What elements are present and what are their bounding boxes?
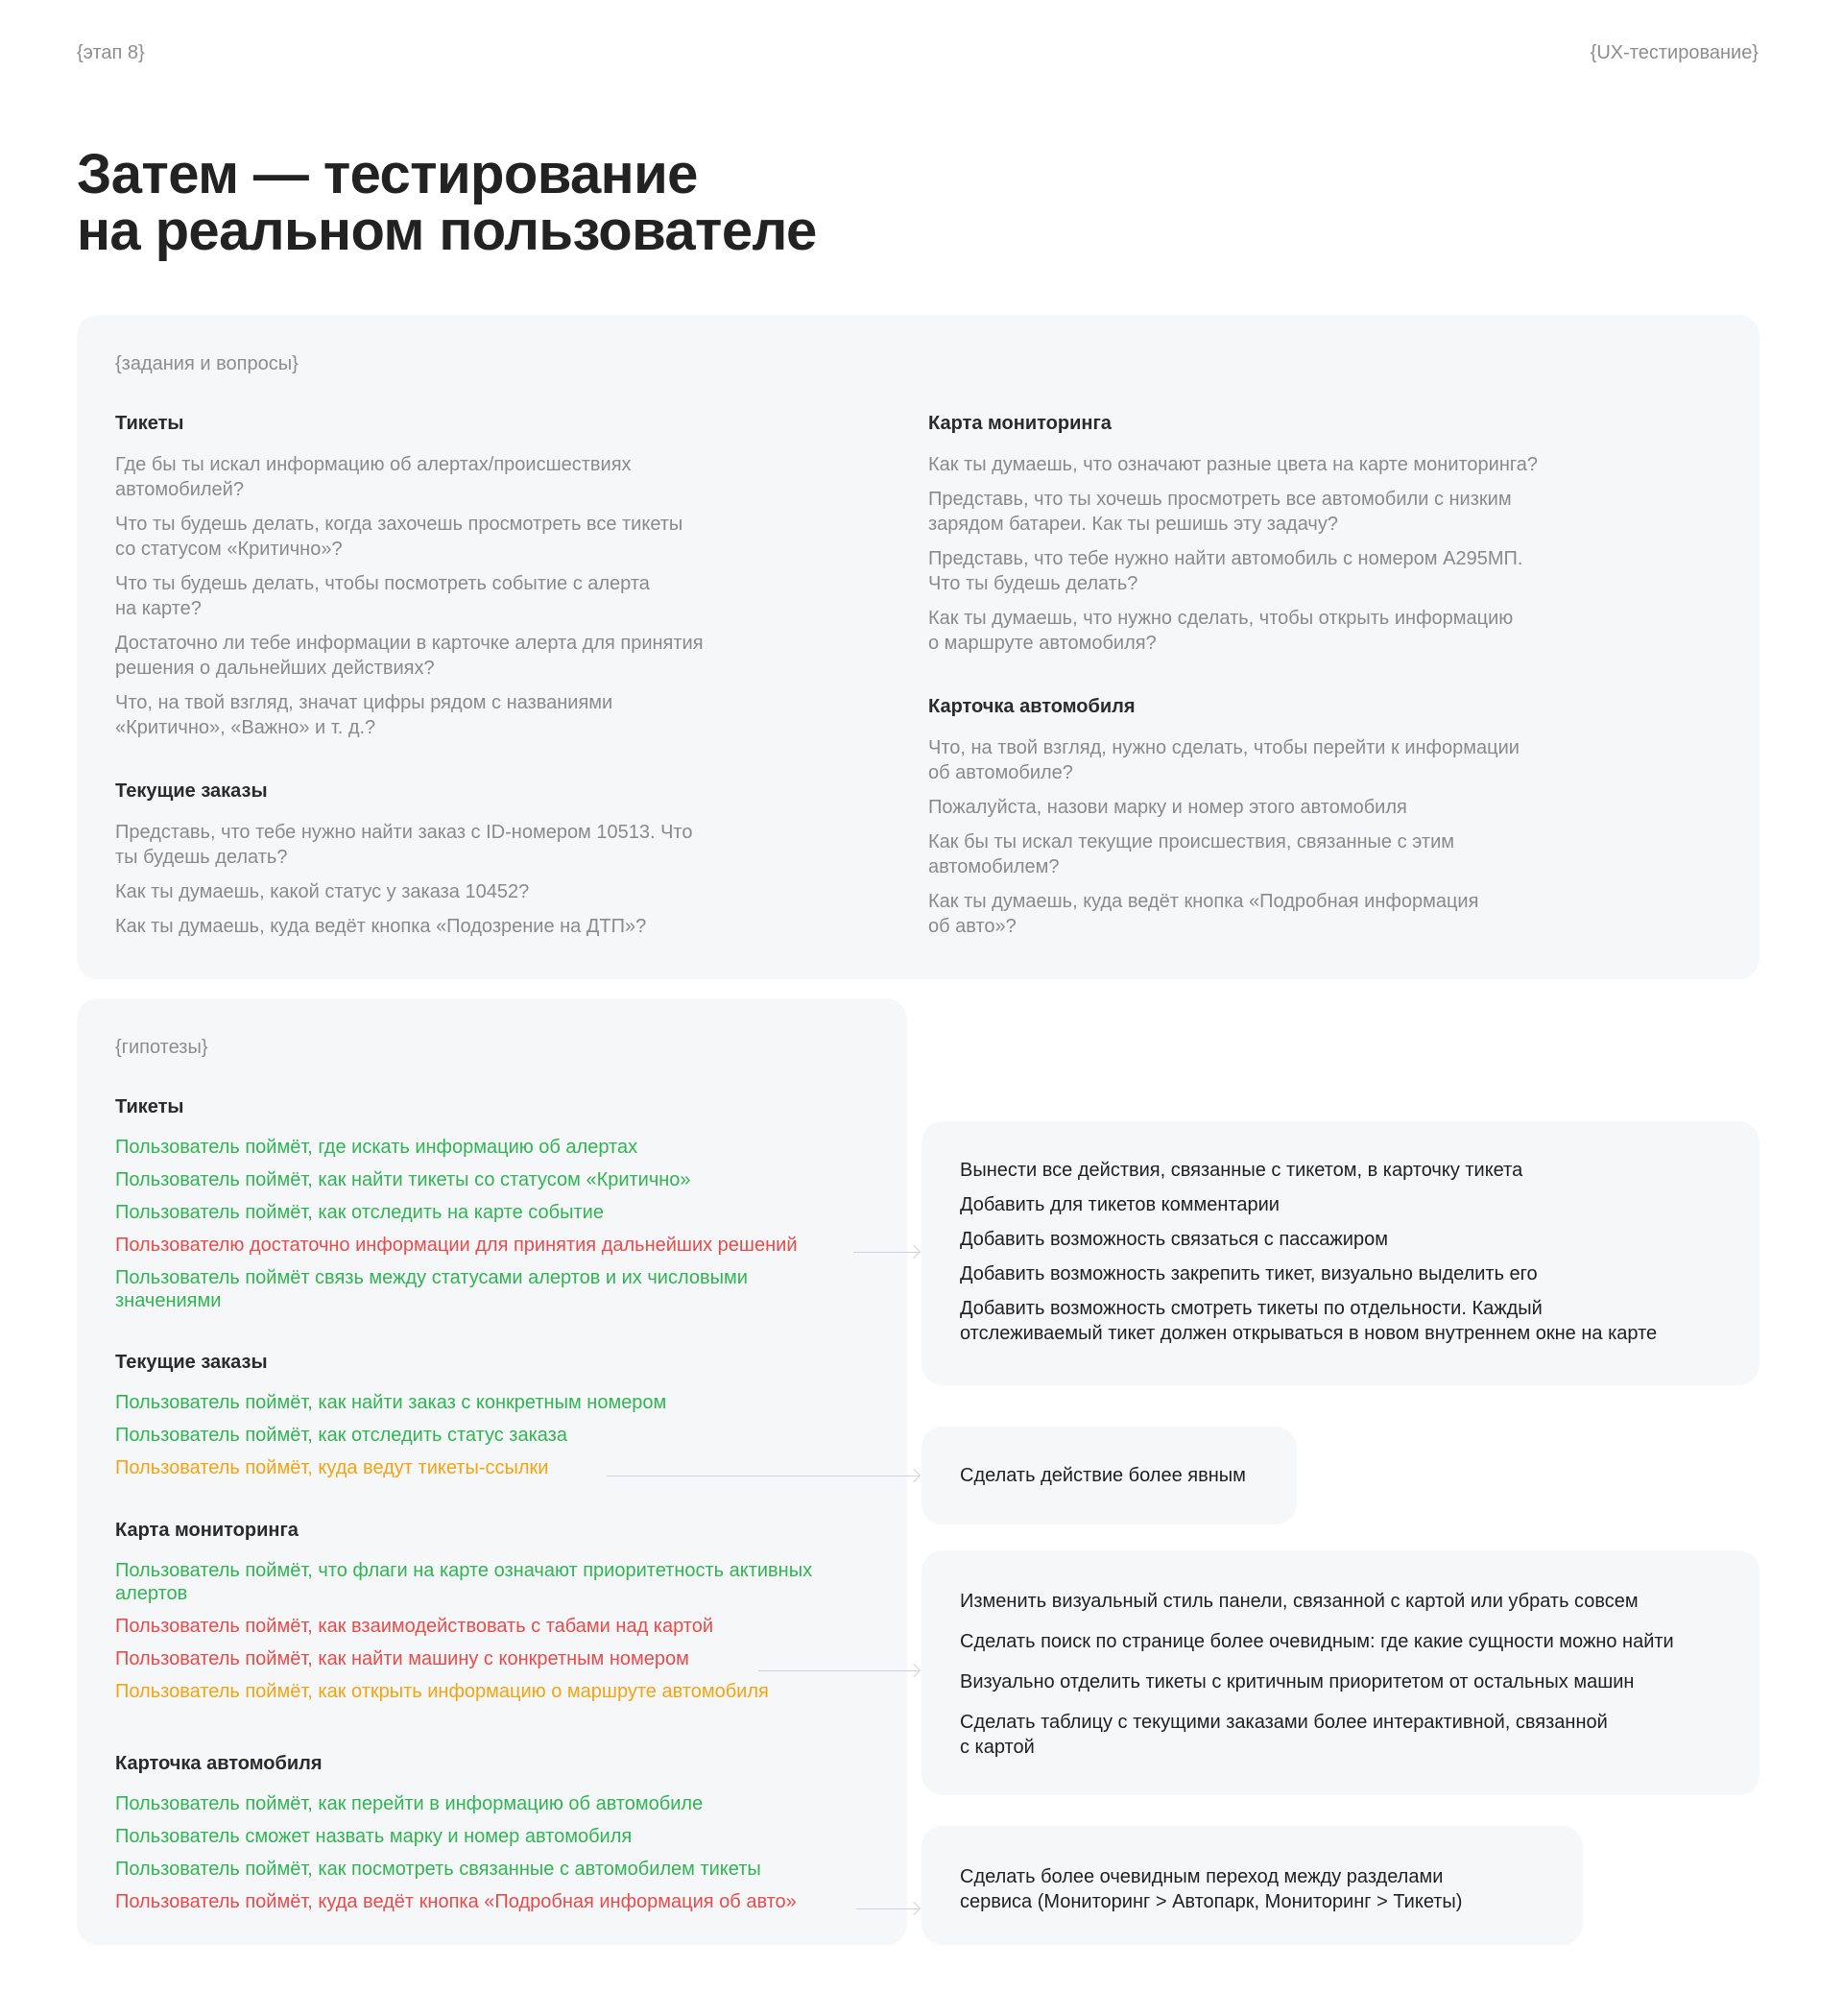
stage-tag: {этап 8} [77,42,145,63]
hypothesis-item: Пользователь поймёт, где искать информацию об алертах [115,1137,638,1158]
hypothesis-item: Пользователь поймёт, что флаги на карте означают приоритетность активных алертов [115,1560,813,1604]
improvement-item: Добавить возможность связаться с пассажиром [960,1229,1388,1250]
improvement-item: Визуально отделить тикеты с критичным приоритетом от остальных машин [960,1671,1635,1692]
improvements-list [960,1589,1747,1760]
page-title-line: на реальном пользователе [77,200,817,262]
hypothesis-item: Пользователь поймёт связь между статусами алертов и их числовыми значениями [115,1267,748,1311]
hypotheses-section-heading: Текущие заказы [115,1352,268,1373]
hypothesis-item: Пользователь сможет назвать марку и номер автомобиля [115,1826,633,1847]
question-item: Как ты думаешь, что означают разные цвета на карте мониторинга? [928,454,1538,475]
hypotheses-section-heading: Карточка автомобиля [115,1753,323,1774]
question-item: Что, на твой взгляд, значат цифры рядом с названиями «Критично», «Важно» и т. д.? [115,692,613,738]
tasks-tickets-group [115,413,845,750]
connector-arrow-icon [856,1908,919,1909]
hypothesis-item: Пользователь поймёт, как открыть информацию о маршруте автомобиля [115,1681,769,1702]
question-item: Как ты думаешь, что нужно сделать, чтобы открыть информацию о маршруте автомобиля? [928,608,1514,654]
improvement-item: Добавить возможность смотреть тикеты по отдельности. Каждый отслеживаемый тикет должен открываться в новом внутреннем окне на карте [960,1298,1658,1344]
tasks-card [77,315,1759,979]
hypotheses-card-label: {гипотезы} [115,1037,208,1058]
improvements-card-car [922,1826,1583,1945]
hypothesis-item: Пользователь поймёт, куда ведут тикеты-ссылки [115,1457,549,1478]
improvements-list [960,1463,1246,1488]
hypotheses-map-group [115,1520,902,1713]
tasks-map-group [928,413,1715,665]
improvement-item: Вынести все действия, связанные с тикетом, в карточку тикета [960,1160,1523,1181]
hypothesis-item: Пользователь поймёт, как перейти в информацию об автомобиле [115,1793,704,1814]
question-item: Пожалуйста, назови марку и номер этого автомобиля [928,797,1407,818]
connector-arrow-icon [758,1670,919,1671]
question-item: Как ты думаешь, какой статус у заказа 10452? [115,881,530,902]
hypotheses-section-heading: Карта мониторинга [115,1520,299,1541]
page-title [77,143,817,262]
question-item: Представь, что ты хочешь просмотреть все автомобили с низким зарядом батареи. Как ты решишь эту задачу? [928,489,1512,535]
question-item: Представь, что тебе нужно найти заказ с ID-номером 10513. Что ты будешь делать? [115,822,693,868]
tasks-car-card-heading: Карточка автомобиля [928,696,1136,717]
improvement-item: Сделать поиск по странице более очевидным: где какие сущности можно найти [960,1631,1674,1652]
improvement-item: Добавить возможность закрепить тикет, визуально выделить его [960,1263,1538,1284]
hypotheses-car-card-group [115,1753,902,1923]
question-item: Что ты будешь делать, чтобы посмотреть событие с алерта на карте? [115,573,650,619]
question-item: Достаточно ли тебе информации в карточке алерта для принятия решения о дальнейших действиях? [115,633,704,679]
hypothesis-item: Пользователь поймёт, как посмотреть связанные с автомобилем тикеты [115,1859,761,1880]
improvement-item: Сделать более очевидным переход между разделами сервиса (Мониторинг > Автопарк, Мониторинг > Тикеты) [960,1866,1463,1912]
question-item: Как бы ты искал текущие происшествия, связанные с этим автомобилем? [928,831,1454,877]
hypothesis-item: Пользователь поймёт, куда ведёт кнопка «Подробная информация об авто» [115,1891,797,1912]
improvement-item: Сделать таблицу с текущими заказами более интерактивной, связанной с картой [960,1712,1608,1758]
connector-arrow-icon [853,1252,919,1253]
question-item: Как ты думаешь, куда ведёт кнопка «Подозрение на ДТП»? [115,916,647,937]
hypothesis-item: Пользователь поймёт, как найти тикеты со статусом «Критично» [115,1169,691,1190]
page-title-line: Затем — тестирование [77,143,698,205]
hypotheses-card [77,998,907,1945]
tasks-map-heading: Карта мониторинга [928,413,1112,434]
question-item: Что ты будешь делать, когда захочешь просмотреть все тикеты со статусом «Критично»? [115,514,683,560]
tasks-tickets-heading: Тикеты [115,413,184,434]
hypothesis-item: Пользователю достаточно информации для принятия дальнейших решений [115,1235,798,1256]
hypotheses-section-heading: Тикеты [115,1096,184,1117]
hypothesis-item: Пользователь поймёт, как взаимодействовать с табами над картой [115,1616,714,1637]
improvements-card-tickets [922,1121,1759,1385]
tasks-orders-group [115,780,845,948]
improvements-list [960,1864,1462,1914]
question-item: Представь, что тебе нужно найти автомобиль с номером А295МП. Что ты будешь делать? [928,548,1523,594]
improvement-item: Изменить визуальный стиль панели, связанной с картой или убрать совсем [960,1591,1639,1612]
improvement-item: Сделать действие более явным [960,1465,1246,1486]
improvement-item: Добавить для тикетов комментарии [960,1194,1280,1215]
hypothesis-item: Пользователь поймёт, как отследить статус заказа [115,1425,567,1446]
tasks-orders-heading: Текущие заказы [115,780,268,802]
improvements-card-map [922,1550,1759,1795]
hypothesis-item: Пользователь поймёт, как найти заказ с конкретным номером [115,1392,667,1413]
question-item: Где бы ты искал информацию об алертах/происшествиях автомобилей? [115,454,632,500]
hypothesis-item: Пользователь поймёт, как найти машину с конкретным номером [115,1648,689,1669]
tasks-card-label: {задания и вопросы} [115,353,299,374]
question-item: Как ты думаешь, куда ведёт кнопка «Подробная информация об авто»? [928,891,1479,937]
question-item: Что, на твой взгляд, нужно сделать, чтобы перейти к информации об автомобиле? [928,737,1520,783]
hypotheses-orders-group [115,1352,902,1489]
hypotheses-tickets-group [115,1096,902,1322]
tasks-car-card-group [928,696,1715,948]
topic-tag: {UX-тестирование} [1590,42,1759,63]
improvements-list [960,1158,1747,1346]
hypothesis-item: Пользователь поймёт, как отследить на карте событие [115,1202,604,1223]
improvements-card-orders [922,1427,1297,1524]
